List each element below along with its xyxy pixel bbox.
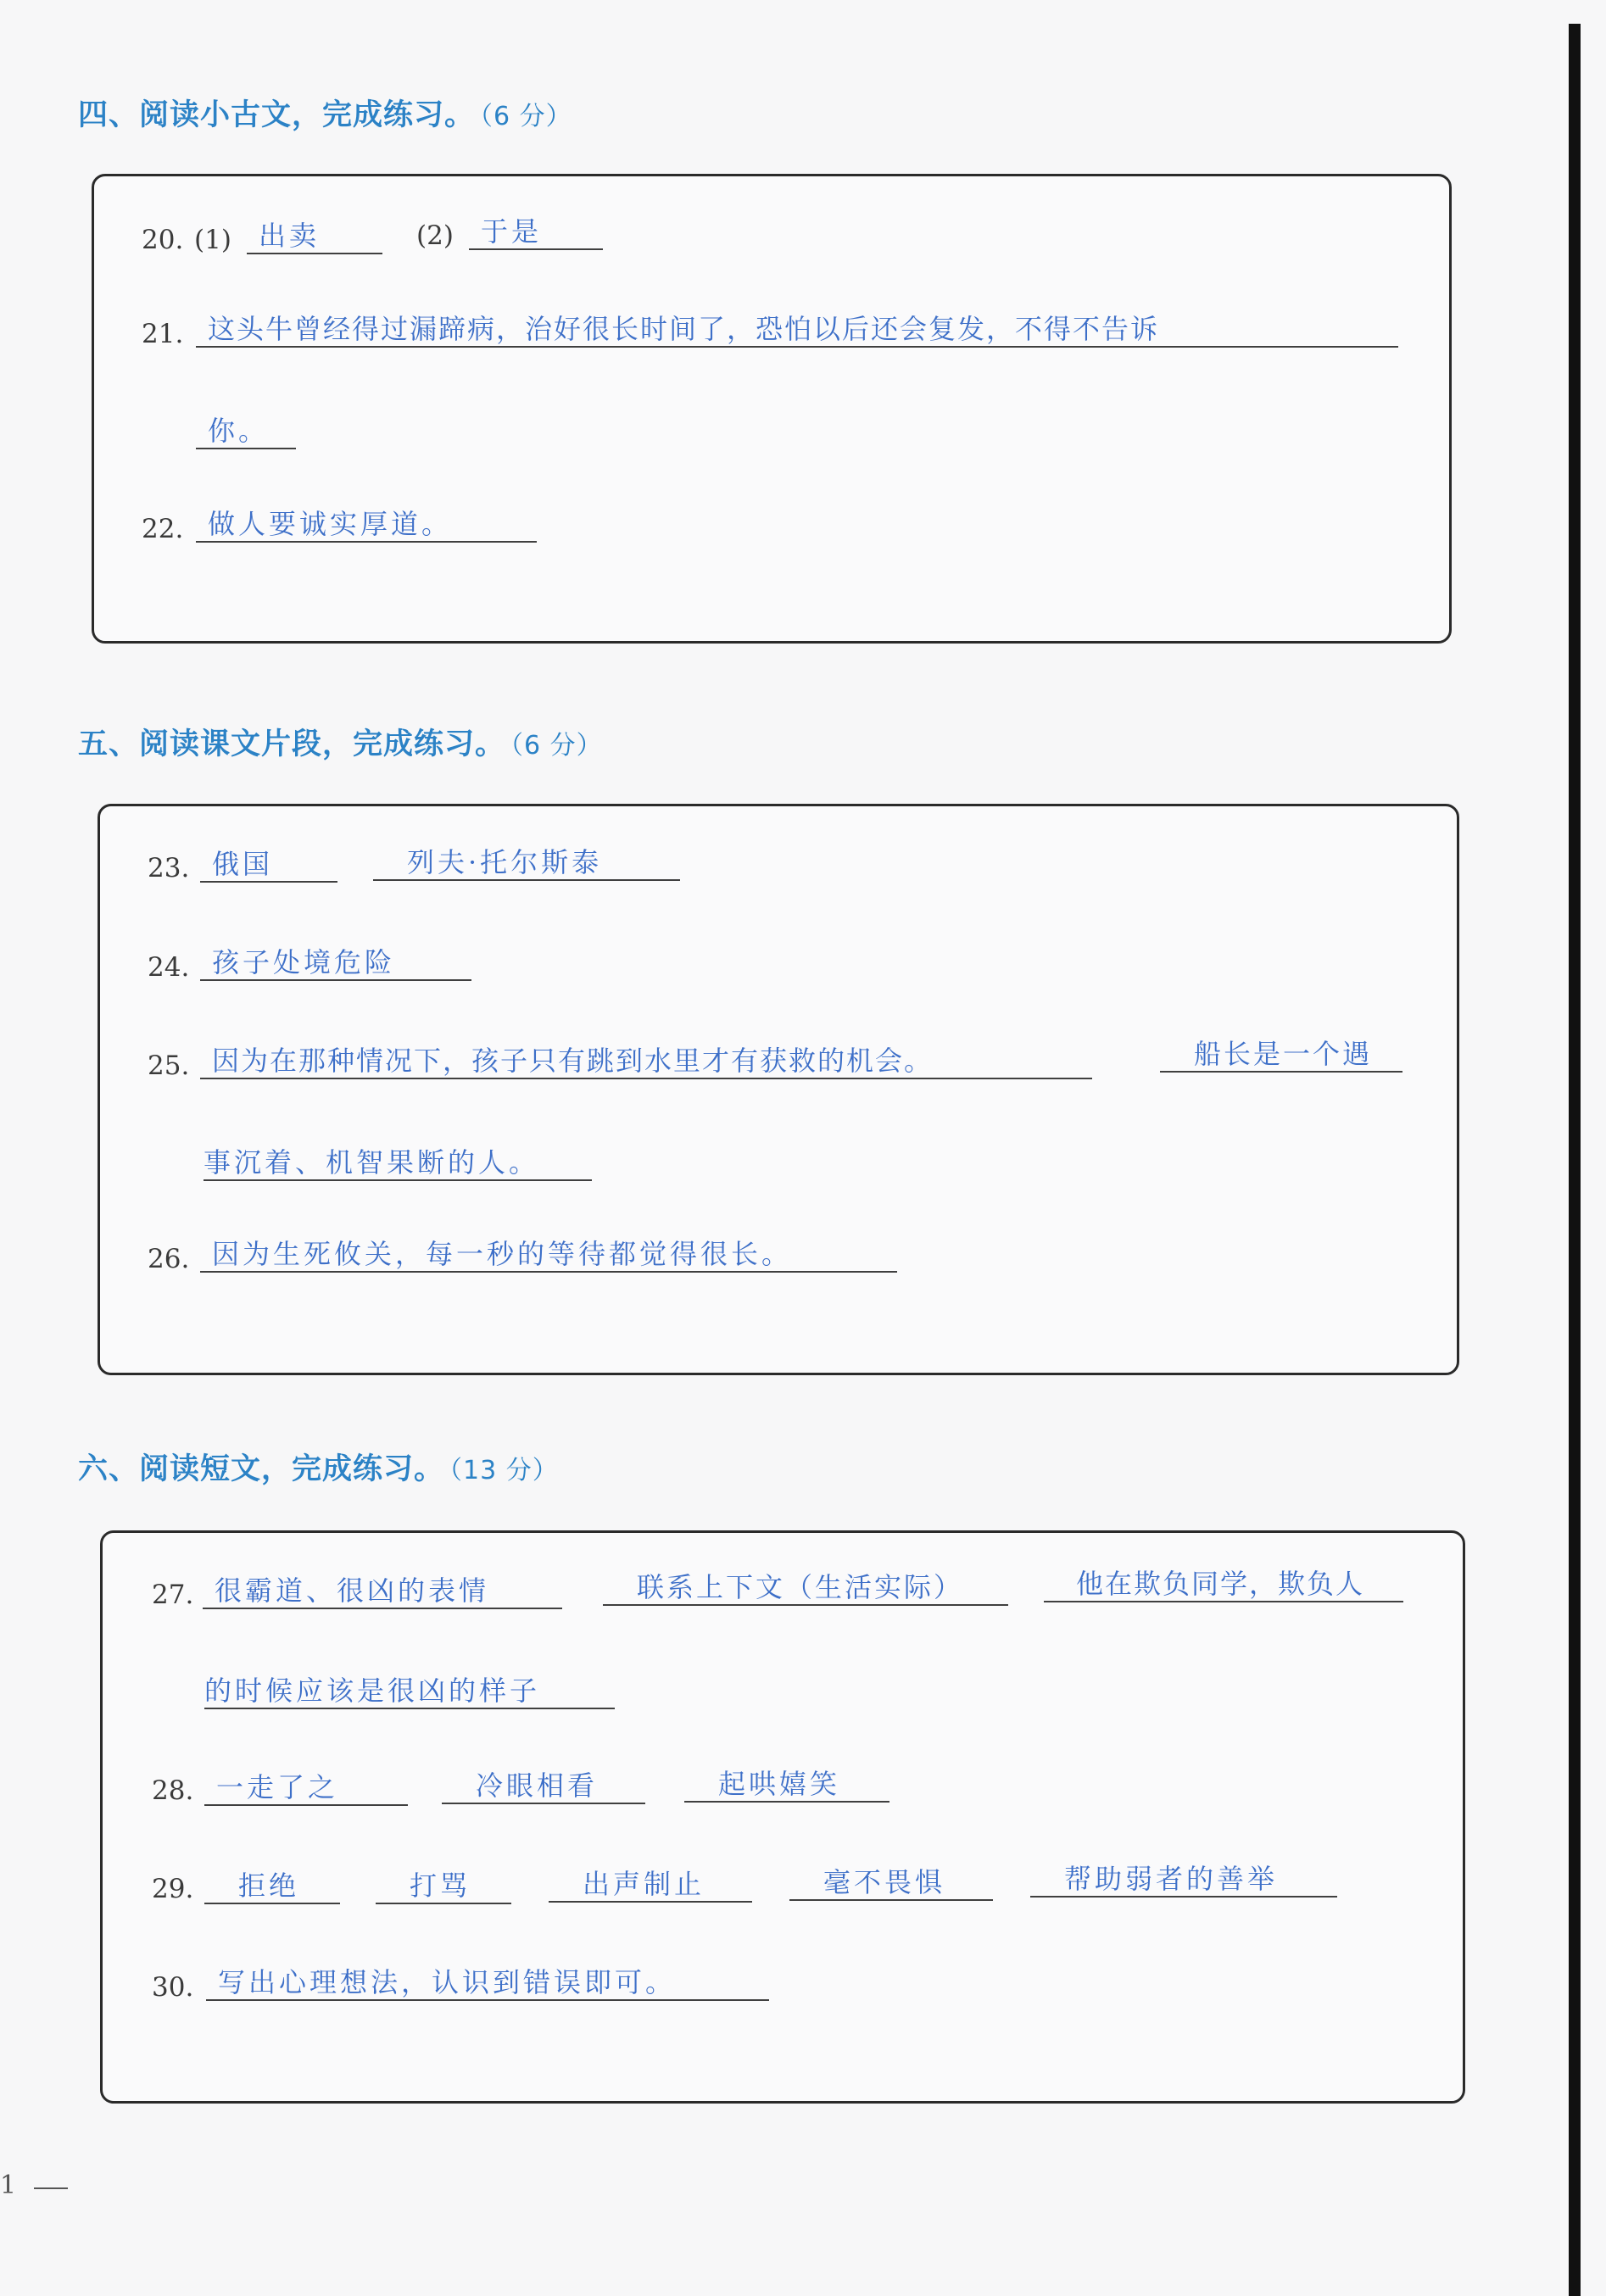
answer-field-continued[interactable]: 的时候应该是很凶的样子 — [204, 1674, 615, 1709]
section-4-title — [78, 92, 572, 134]
answer-field[interactable]: 打骂 — [376, 1869, 511, 1904]
question-number: 29. — [152, 1874, 194, 1904]
section-5-heading: 五、阅读课文片段，完成练习。 — [78, 727, 506, 761]
answer-box-section-4 — [92, 174, 1452, 644]
question-number: 27. — [152, 1580, 194, 1610]
answer-field[interactable]: 出卖 — [247, 219, 382, 254]
answer-field[interactable]: 因为生死攸关，每一秒的等待都觉得很长。 — [200, 1237, 897, 1273]
answer-field[interactable]: 写出心理想法，认识到错误即可。 — [206, 1965, 769, 2001]
question-number: 30. — [152, 1972, 194, 2003]
answer-field[interactable]: 因为在那种情况下，孩子只有跳到水里才有获救的机会。 — [200, 1044, 1092, 1079]
section-5-score: （6 分） — [510, 731, 603, 761]
question-number: 26. — [148, 1244, 190, 1274]
answer-field[interactable]: 列夫·托尔斯泰 — [373, 845, 680, 881]
answer-field[interactable]: 这头牛曾经得过漏蹄病，治好很长时间了，恐怕以后还会复发，不得不告诉 — [196, 312, 1398, 348]
question-number: 20. — [142, 225, 184, 255]
answer-field[interactable]: 联系上下文（生活实际） — [603, 1570, 1008, 1606]
answer-field[interactable]: 拒绝 — [204, 1869, 340, 1904]
answer-field[interactable]: 俄国 — [200, 847, 337, 883]
question-number: 23. — [148, 853, 190, 883]
question-number: 24. — [148, 952, 190, 983]
answer-field[interactable]: 他在欺负同学，欺负人 — [1044, 1567, 1403, 1602]
section-6-title — [78, 1446, 559, 1488]
answer-box-section-6 — [100, 1530, 1465, 2104]
section-4-heading: 四、阅读小古文，完成练习。 — [78, 98, 476, 132]
question-number: 21. — [142, 319, 184, 349]
sub-question-label: (1) — [194, 225, 231, 255]
answer-field[interactable]: 船长是一个遇 — [1160, 1037, 1402, 1073]
section-6-heading: 六、阅读短文，完成练习。 — [78, 1452, 445, 1486]
page-number: 1 — [0, 2171, 17, 2200]
answer-box-section-5 — [98, 804, 1459, 1375]
answer-field[interactable]: 帮助弱者的善举 — [1030, 1862, 1337, 1898]
answer-field[interactable]: 很霸道、很凶的表情 — [203, 1574, 562, 1609]
answer-field-continued[interactable]: 你。 — [196, 414, 296, 449]
section-4-score: （6 分） — [480, 102, 572, 131]
answer-field[interactable]: 出声制止 — [549, 1867, 752, 1903]
answer-field[interactable]: 起哄嬉笑 — [684, 1767, 889, 1803]
answer-field-continued[interactable]: 事沉着、机智果断的人。 — [204, 1145, 592, 1181]
question-number: 28. — [152, 1775, 194, 1806]
section-6-score: （13 分） — [449, 1456, 559, 1485]
answer-field[interactable]: 冷眼相看 — [442, 1769, 645, 1804]
question-number: 22. — [142, 514, 184, 544]
answer-field[interactable]: 做人要诚实厚道。 — [196, 507, 537, 543]
question-number: 25. — [148, 1050, 190, 1081]
answer-field[interactable]: 孩子处境危险 — [200, 945, 471, 981]
page-number-dash — [34, 2187, 68, 2189]
page-edge-bar — [1569, 24, 1581, 2296]
sub-question-label: (2) — [416, 220, 454, 251]
answer-field[interactable]: 于是 — [469, 215, 603, 250]
answer-field[interactable]: 一走了之 — [204, 1770, 408, 1806]
answer-field[interactable]: 毫不畏惧 — [789, 1865, 993, 1901]
section-5-title — [78, 721, 603, 763]
